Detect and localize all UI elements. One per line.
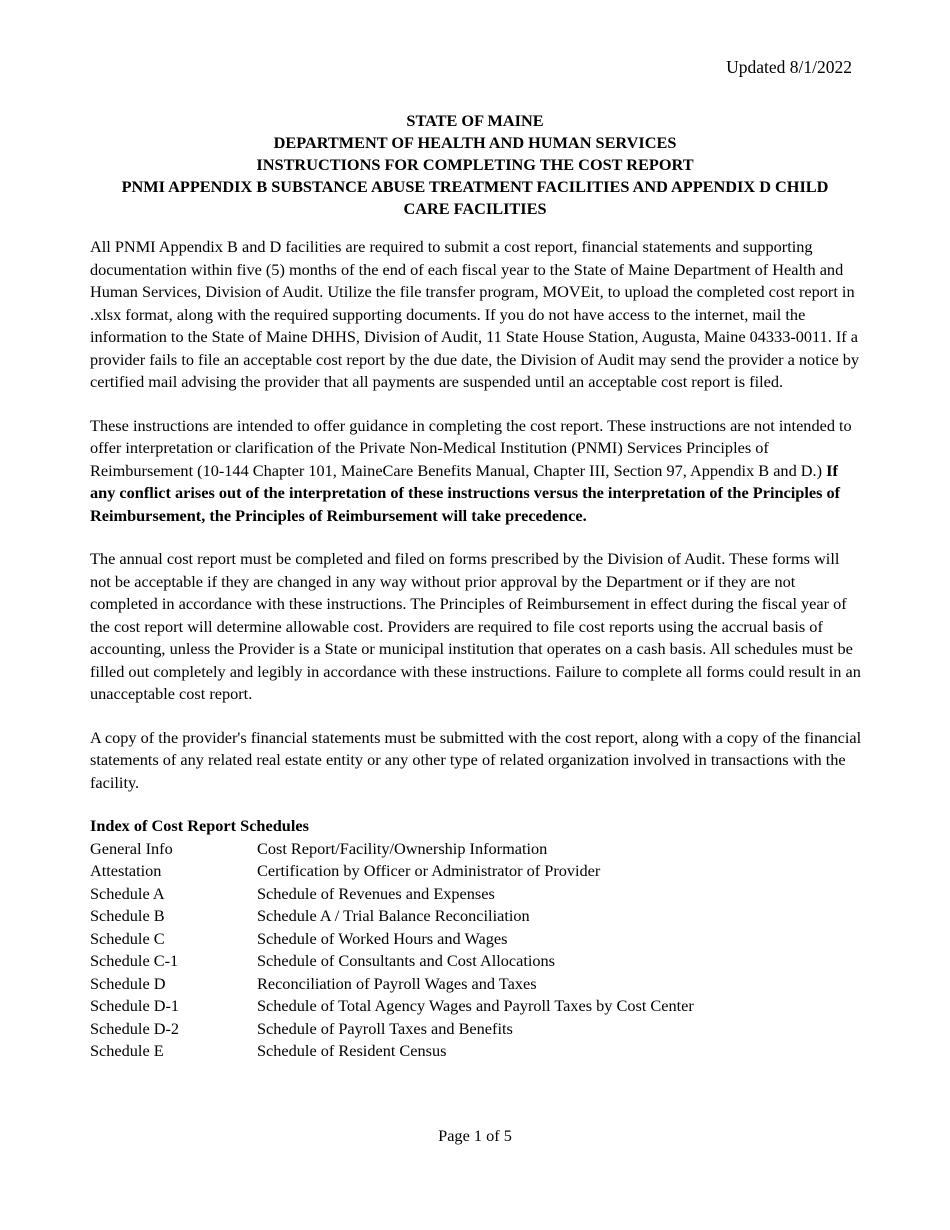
- document-body: [90, 236, 862, 1063]
- paragraph-guidance-text: These instructions are intended to offer guidance in completing the cost report. These instructions are not intended to offer interpretation or clarification of the Private Non-Medical Institution (PNMI) Services Principles of Reimbursement (10-144 Chapter 101, MaineCare Benefits Manual, Chapter III, Section 97, Appendix B and D.): [90, 415, 852, 480]
- index-row: [90, 883, 862, 906]
- index-code: Schedule D-2: [90, 1018, 180, 1038]
- index-desc: Schedule of Payroll Taxes and Benefits: [257, 1018, 513, 1038]
- index-code: General Info: [90, 838, 173, 858]
- index-desc: Schedule of Total Agency Wages and Payroll Taxes by Cost Center: [257, 996, 694, 1015]
- paragraph-financial-statements: A copy of the provider's financial statements must be submitted with the cost report, along with a copy of the financial statements of any related real estate entity or any other type of related organization involved in transactions with the facility.: [90, 727, 862, 792]
- index-desc: Schedule A / Trial Balance Reconciliation: [257, 906, 530, 925]
- document-title: [90, 110, 860, 220]
- title-line-appendix: PNMI APPENDIX B SUBSTANCE ABUSE TREATMENT FACILITIES AND APPENDIX D CHILD CARE FACILITIES: [121, 177, 829, 218]
- index-code: Schedule A: [90, 883, 165, 903]
- title-line-state: STATE OF MAINE: [406, 111, 544, 130]
- index-row: [90, 1018, 862, 1041]
- index-row: [90, 1040, 862, 1063]
- paragraph-guidance: [90, 415, 862, 528]
- index-desc: Cost Report/Facility/Ownership Information: [257, 838, 548, 858]
- index-code: Schedule C-1: [90, 951, 179, 970]
- index-row: [90, 928, 862, 951]
- index-desc: Schedule of Revenues and Expenses: [257, 883, 495, 903]
- index-row: [90, 860, 862, 883]
- index-code: Schedule C: [90, 928, 165, 948]
- index-row: [90, 950, 862, 973]
- updated-date: Updated 8/1/2022: [726, 57, 852, 77]
- index-desc: Schedule of Resident Census: [257, 1041, 447, 1060]
- index-code: Attestation: [90, 861, 162, 880]
- index-code: Schedule B: [90, 906, 165, 925]
- index-row: [90, 973, 862, 996]
- index-row: [90, 995, 862, 1018]
- index-code: Schedule D-1: [90, 996, 180, 1015]
- page-number: Page 1 of 5: [438, 1126, 512, 1145]
- paragraph-submission: All PNMI Appendix B and D facilities are required to submit a cost report, financial statements and supporting documentation within five (5) months of the end of each fiscal year to the State of Maine Department of Health and Human Services, Division of Audit. Utilize the file transfer program, MOVEit, to upload the completed cost report in .xlsx format, along with the required supporting documents. If you do not have access to the internet, mail the information to the State of Maine DHHS, Division of Audit, 11 State House Station, Augusta, Maine 04333-0011. If a provider fails to file an acceptable cost report by the due date, the Division of Audit may send the provider a notice by certified mail advising the provider that all payments are suspended until an acceptable cost report is filed.: [90, 237, 860, 391]
- index-desc: Certification by Officer or Administrator of Provider: [257, 861, 601, 880]
- index-row: [90, 838, 862, 861]
- index-code: Schedule D: [90, 973, 166, 993]
- title-line-department: DEPARTMENT OF HEALTH AND HUMAN SERVICES: [273, 133, 677, 152]
- title-line-instructions: INSTRUCTIONS FOR COMPLETING THE COST REPORT: [256, 155, 694, 174]
- paragraph-guidance-bold: If any conflict arises out of the interpretation of these instructions versus the interpretation of the Principles of Reimbursement, the Principles of Reimbursement will take precedence.: [90, 460, 841, 525]
- index-desc: Reconciliation of Payroll Wages and Taxes: [257, 973, 537, 993]
- index-desc: Schedule of Consultants and Cost Allocations: [257, 951, 556, 970]
- index-code: Schedule E: [90, 1041, 164, 1060]
- index-desc: Schedule of Worked Hours and Wages: [257, 928, 508, 948]
- index-row: [90, 905, 862, 928]
- paragraph-forms: The annual cost report must be completed and filed on forms prescribed by the Division of Audit. These forms will not be acceptable if they are changed in any way without prior approval by the Department or if they are not completed in accordance with these instructions. The Principles of Reimbursement in effect during the fiscal year of the cost report will determine allowable cost. Providers are required to file cost reports using the accrual basis of accounting, unless the Provider is a State or municipal institution that operates on a cash basis. All schedules must be filled out completely and legibly in accordance with these instructions. Failure to complete all forms could result in an unacceptable cost report.: [90, 549, 861, 703]
- schedule-index: [90, 815, 862, 1063]
- index-title: Index of Cost Report Schedules: [90, 816, 309, 835]
